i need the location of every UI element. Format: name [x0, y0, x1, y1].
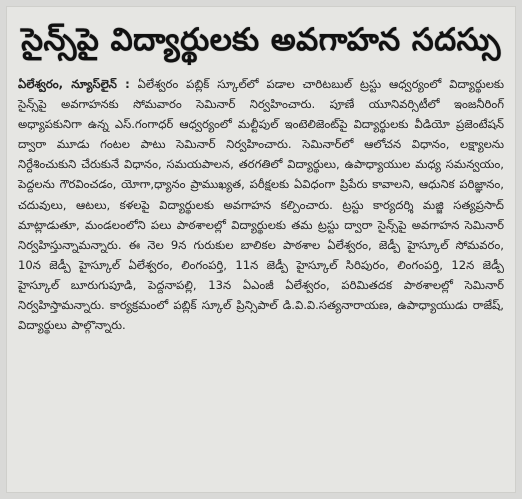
article-paragraph	[18, 74, 504, 335]
article-text: ఏలేశ్వరం పబ్లిక్ స్కూల్‌లో పడాల చారిటబుల్ ట్రస్టు ఆధ్వర్యంలో విద్యార్థులకు సైన్స్‌పై అవగాహనకు సోమవారం సెమినార్ నిర్వహించారు. పూణే యూనివర్సిటీలో ఇంజనీరింగ్ అధ్యాపకునిగా ఉన్న ఎస్.గంగాధర్ ఆధ్వర్యంలో మల్టీపుల్ ఇంటెలిజెంట్‌పై విద్యార్థులకు వీడియో ప్రజెంటేషన్ ద్వారా మూడు గంటల పాటు సెమినార్ నిర్వహించారు. సెమినార్‌లో ఆలోచన విధానం, లక్ష్యాలను నిర్దేశించుకుని చేరుకునే విధానం, సమయపాలన, తరగతిలో విద్యార్థులు, ఉపాధ్యాయుల మధ్య సమన్వయం, పెద్దలను గౌరవించడం, యోగా,ధ్యానం ప్రాముఖ్యత, పరీక్షలకు ఏవిధంగా ప్రిపేరు కావాలని, ఆధునిక పరిజ్ఞానం, చదువులు, ఆటలు, కళలపై విద్యార్థులకు అవగాహన కల్పించారు. ట్రస్టు కార్యదర్శి మజ్జి సత్యప్రసాద్ మాట్లాడుతూ, మండలంలోని పలు పాఠశాలల్లో విద్యార్థులకు తమ ట్రస్టు ద్వారా సైన్స్‌పై అవగాహన సెమినార్ నిర్వహిస్తున్నామన్నారు. ఈ నెల 9న గురుకుల బాలికల పాఠశాల ఏలేశ్వరం, జెడ్పీ హైస్కూల్ సోమవరం, 10న జెడ్పీ హైస్కూల్ ఏలేశ్వరం, లింగంపర్తి, 11న జెడ్పీ హైస్కూల్ సిరిపురం, లింగంపర్తి, 12న జెడ్పీ హైస్కూల్ బూరుగుపూడి, పెద్దనాపల్లి, 13న ఏఎంజీ ఏలేశ్వరం, పరిమితదక పాఠశాలల్లో సెమినార్ నిర్వహిస్తామన్నారు. కార్యక్రమంలో పబ్లిక్ స్కూల్ ప్రిన్సిపాల్ డి.వి.వి.సత్యనారాయణ, ఉపాధ్యాయుడు రాజేష్, విద్యార్థులు పాల్గొన్నారు.	[18, 77, 504, 333]
article-headline: సైన్స్‌పై విద్యార్థులకు అవగాహన సదస్సు	[21, 22, 501, 58]
newspaper-clipping	[6, 6, 516, 493]
article-body	[18, 74, 504, 335]
article-dateline: ఏలేశ్వరం, న్యూస్‌లైన్ :	[18, 77, 130, 91]
